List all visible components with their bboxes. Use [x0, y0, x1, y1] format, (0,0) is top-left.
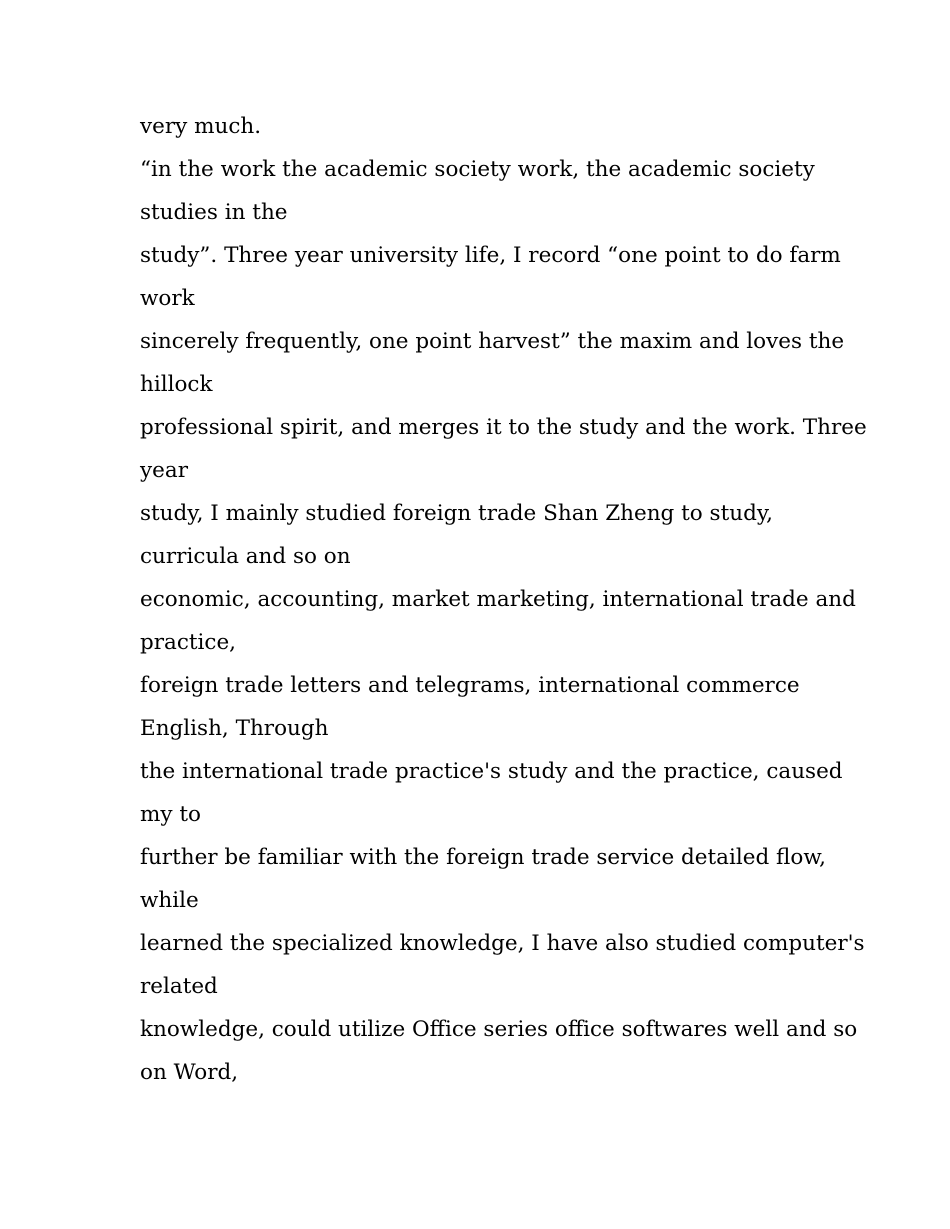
text-line: knowledge, could utilize Office series office softwares well and so [140, 1017, 858, 1042]
text-line: study, I mainly studied foreign trade Shan Zheng to study, [140, 501, 773, 526]
text-line: study”. Three year university life, I record “one point to do farm [140, 243, 841, 268]
text-line: practice, [140, 630, 237, 655]
body-text [140, 105, 867, 1094]
text-line: English, Through [140, 716, 329, 741]
text-line: curricula and so on [140, 544, 351, 569]
text-line: hillock [140, 372, 213, 397]
text-line: on Word, [140, 1060, 239, 1085]
text-line: my to [140, 802, 201, 827]
text-line: economic, accounting, market marketing, international trade and [140, 587, 856, 612]
text-line: work [140, 286, 195, 311]
text-line: very much. [140, 114, 262, 139]
text-line: while [140, 888, 199, 913]
text-line: the international trade practice's study and the practice, caused [140, 759, 843, 784]
text-line: learned the specialized knowledge, I have also studied computer's [140, 931, 865, 956]
text-line: professional spirit, and merges it to the study and the work. Three [140, 415, 867, 440]
text-line: studies in the [140, 200, 288, 225]
text-line: further be familiar with the foreign trade service detailed flow, [140, 845, 827, 870]
text-line: related [140, 974, 218, 999]
text-line: foreign trade letters and telegrams, international commerce [140, 673, 800, 698]
text-line: year [140, 458, 188, 483]
text-line: sincerely frequently, one point harvest” the maxim and loves the [140, 329, 845, 354]
text-line: “in the work the academic society work, the academic society [140, 157, 815, 182]
